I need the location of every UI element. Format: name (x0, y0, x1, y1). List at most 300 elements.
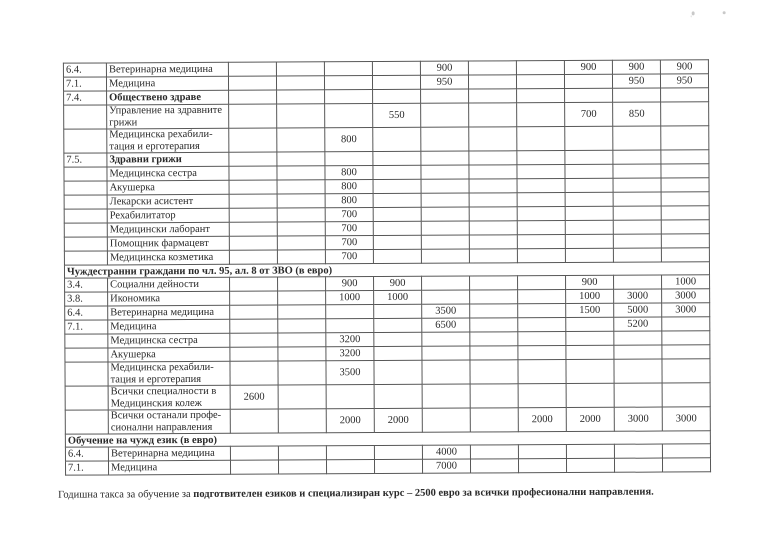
empty-cell (661, 88, 709, 102)
row-name: Рехабилитатор (107, 208, 229, 223)
empty-cell (277, 166, 325, 180)
empty-cell (518, 384, 566, 408)
empty-cell (517, 249, 565, 263)
empty-cell (470, 445, 518, 459)
empty-cell (470, 318, 518, 332)
fee-value: 2000 (566, 407, 614, 431)
empty-cell (565, 206, 613, 220)
empty-cell (421, 207, 469, 221)
empty-cell (565, 178, 613, 192)
empty-cell (517, 89, 565, 103)
empty-cell (613, 88, 661, 102)
empty-cell (517, 221, 565, 235)
empty-cell (278, 347, 326, 361)
fee-value: 1500 (566, 303, 614, 317)
row-name: Икономика (108, 291, 230, 306)
empty-cell (613, 150, 661, 164)
empty-cell (422, 346, 470, 360)
empty-cell (565, 88, 613, 102)
fee-value: 900 (566, 275, 614, 289)
empty-cell (230, 277, 278, 291)
row-name: Медицина (106, 76, 228, 91)
empty-cell (230, 305, 278, 319)
empty-cell (278, 277, 326, 291)
empty-cell (373, 235, 421, 249)
empty-cell (373, 89, 421, 103)
empty-cell (230, 361, 278, 385)
fee-value: 1000 (374, 290, 422, 304)
empty-cell (326, 305, 374, 319)
footer-note (58, 485, 718, 501)
empty-cell (373, 207, 421, 221)
row-code: 7.1. (65, 320, 108, 334)
empty-cell (421, 193, 469, 207)
empty-cell (229, 194, 277, 208)
empty-cell (229, 222, 277, 236)
empty-cell (468, 61, 516, 75)
empty-cell (326, 385, 374, 409)
empty-cell (422, 332, 470, 346)
empty-cell (518, 332, 566, 346)
fee-value: 3000 (662, 289, 710, 303)
empty-cell (277, 152, 325, 166)
fee-value: 1000 (662, 275, 710, 289)
fee-value: 900 (326, 277, 374, 291)
row-name: Медицинска козметика (107, 250, 229, 265)
empty-cell (229, 152, 277, 166)
empty-cell (374, 332, 422, 346)
empty-cell (374, 384, 422, 408)
row-name: Ветеринарна медицина (106, 62, 228, 77)
empty-cell (566, 345, 614, 359)
row-code (65, 334, 108, 348)
empty-cell (469, 221, 517, 235)
empty-cell (324, 62, 372, 76)
empty-cell (566, 317, 614, 331)
empty-cell (278, 305, 326, 319)
empty-cell (565, 150, 613, 164)
empty-cell (278, 409, 326, 433)
fee-row (65, 458, 710, 475)
empty-cell (278, 333, 326, 347)
empty-cell (421, 235, 469, 249)
empty-cell (277, 208, 325, 222)
empty-cell (421, 151, 469, 165)
fee-value: 2000 (326, 409, 374, 433)
empty-cell (518, 445, 566, 459)
empty-cell (661, 102, 709, 126)
empty-cell (470, 459, 518, 473)
empty-cell (565, 220, 613, 234)
fee-row (65, 359, 710, 386)
empty-cell (421, 127, 469, 151)
fee-value: 900 (612, 60, 660, 74)
row-code (65, 362, 108, 386)
empty-cell (229, 250, 277, 264)
empty-cell (566, 383, 614, 407)
empty-cell (613, 220, 661, 234)
empty-cell (230, 333, 278, 347)
empty-cell (470, 408, 518, 432)
empty-cell (518, 346, 566, 360)
empty-cell (229, 90, 277, 104)
row-code: 7.4. (64, 91, 107, 105)
empty-cell (518, 318, 566, 332)
empty-cell (566, 444, 614, 458)
fee-value: 5200 (614, 317, 662, 331)
row-name: Всички останали профе- сионални направления (108, 409, 230, 434)
fee-value: 3000 (662, 407, 710, 431)
fee-value: 800 (325, 166, 373, 180)
empty-cell (278, 446, 326, 460)
fee-row (65, 383, 710, 410)
row-name: Лекарски асистент (107, 194, 229, 209)
empty-cell (661, 164, 709, 178)
empty-cell (470, 290, 518, 304)
row-name: Медицинска рехабили- тация и ерготерапия (107, 128, 229, 153)
empty-cell (326, 446, 374, 460)
fee-value: 1000 (566, 289, 614, 303)
row-name: Медицинска рехабили- тация и ерготерапия (108, 361, 230, 386)
scan-artifact (692, 11, 695, 15)
empty-cell (566, 359, 614, 383)
row-code (64, 195, 107, 209)
row-code (64, 105, 107, 129)
empty-cell (518, 360, 566, 384)
empty-cell (277, 104, 325, 128)
empty-cell (325, 152, 373, 166)
empty-cell (422, 290, 470, 304)
empty-cell (278, 319, 326, 333)
empty-cell (517, 165, 565, 179)
row-name: Обществено здраве (107, 90, 229, 105)
empty-cell (613, 192, 661, 206)
fee-value: 700 (325, 208, 373, 222)
fee-value: 3000 (614, 407, 662, 431)
empty-cell (565, 234, 613, 248)
empty-cell (564, 74, 612, 88)
empty-cell (661, 234, 709, 248)
empty-cell (326, 319, 374, 333)
row-name: Акушерка (107, 180, 229, 195)
empty-cell (470, 384, 518, 408)
empty-cell (662, 444, 710, 458)
empty-cell (613, 178, 661, 192)
empty-cell (661, 248, 709, 262)
empty-cell (230, 319, 278, 333)
fee-value: 2600 (230, 385, 278, 409)
empty-cell (421, 103, 469, 127)
empty-cell (421, 179, 469, 193)
empty-cell (662, 383, 710, 407)
fee-value: 900 (660, 60, 708, 74)
empty-cell (469, 249, 517, 263)
row-name: Медицина (108, 319, 230, 334)
empty-cell (277, 90, 325, 104)
empty-cell (565, 248, 613, 262)
fee-value: 7000 (422, 459, 470, 473)
empty-cell (276, 76, 324, 90)
empty-cell (228, 62, 276, 76)
row-name: Здравни грижи (107, 152, 229, 167)
empty-cell (661, 178, 709, 192)
fee-value: 3000 (662, 303, 710, 317)
empty-cell (662, 345, 710, 359)
empty-cell (517, 207, 565, 221)
empty-cell (278, 291, 326, 305)
empty-cell (325, 90, 373, 104)
row-name: Медицински лаборант (107, 222, 229, 237)
row-code (64, 167, 107, 181)
empty-cell (278, 460, 326, 474)
empty-cell (230, 446, 278, 460)
fee-value: 850 (613, 102, 661, 126)
empty-cell (422, 384, 470, 408)
fee-value: 3500 (422, 304, 470, 318)
empty-cell (421, 221, 469, 235)
footer-note-bold: подготвителен езиков и специализиран курс – 2500 евро за всички професионални направления. (193, 486, 654, 501)
empty-cell (661, 126, 709, 150)
empty-cell (566, 458, 614, 472)
scan-artifact (723, 11, 726, 14)
fee-value: 800 (325, 194, 373, 208)
fee-value: 700 (325, 236, 373, 250)
empty-cell (565, 164, 613, 178)
fees-table-body (63, 60, 710, 475)
fee-value: 3500 (326, 361, 374, 385)
empty-cell (229, 104, 277, 128)
empty-cell (613, 206, 661, 220)
empty-cell (662, 359, 710, 383)
fee-value: 950 (420, 75, 468, 89)
empty-cell (662, 331, 710, 345)
empty-cell (614, 345, 662, 359)
empty-cell (613, 126, 661, 150)
row-name: Медицинска сестра (107, 166, 229, 181)
row-code: 6.4. (65, 306, 108, 320)
empty-cell (516, 75, 564, 89)
fee-value: 900 (564, 60, 612, 74)
footer-note-normal: Годишна такса за обучение за (58, 489, 194, 501)
empty-cell (229, 180, 277, 194)
empty-cell (421, 165, 469, 179)
empty-cell (469, 193, 517, 207)
empty-cell (373, 165, 421, 179)
empty-cell (518, 290, 566, 304)
row-name: Помощник фармацевт (107, 236, 229, 251)
row-name: Медицинска сестра (108, 333, 230, 348)
empty-cell (517, 179, 565, 193)
empty-cell (517, 193, 565, 207)
fee-value: 6500 (422, 318, 470, 332)
empty-cell (422, 408, 470, 432)
empty-cell (277, 194, 325, 208)
row-name: Социални дейности (108, 277, 230, 292)
empty-cell (469, 165, 517, 179)
empty-cell (469, 207, 517, 221)
row-code: 3.4. (65, 278, 108, 292)
empty-cell (469, 127, 517, 151)
empty-cell (422, 276, 470, 290)
empty-cell (518, 276, 566, 290)
empty-cell (566, 331, 614, 345)
row-code: 6.4. (65, 447, 108, 461)
row-code: 6.4. (63, 63, 106, 77)
row-name: Ветеринарна медицина (108, 446, 230, 461)
fee-value: 700 (565, 102, 613, 126)
empty-cell (229, 128, 277, 152)
empty-cell (518, 459, 566, 473)
fee-value: 3200 (326, 347, 374, 361)
empty-cell (421, 89, 469, 103)
empty-cell (373, 193, 421, 207)
empty-cell (661, 192, 709, 206)
empty-cell (661, 206, 709, 220)
fee-value: 5000 (614, 303, 662, 317)
fee-value: 2000 (374, 408, 422, 432)
row-code: 3.8. (65, 292, 108, 306)
empty-cell (372, 75, 420, 89)
empty-cell (228, 76, 276, 90)
empty-cell (229, 166, 277, 180)
empty-cell (277, 250, 325, 264)
empty-cell (470, 332, 518, 346)
empty-cell (614, 444, 662, 458)
row-name: Ветеринарна медицина (108, 305, 230, 320)
empty-cell (470, 276, 518, 290)
empty-cell (325, 104, 373, 128)
row-name: Управление на здравните грижи (107, 104, 229, 129)
empty-cell (373, 221, 421, 235)
row-code (65, 348, 108, 362)
tuition-fees-table (63, 59, 711, 475)
empty-cell (470, 346, 518, 360)
empty-cell (374, 445, 422, 459)
empty-cell (373, 127, 421, 151)
row-code (64, 251, 107, 265)
empty-cell (374, 318, 422, 332)
empty-cell (518, 304, 566, 318)
empty-cell (469, 179, 517, 193)
fee-value: 700 (325, 250, 373, 264)
empty-cell (565, 126, 613, 150)
section-header-label: Чуждестранни граждани по чл. 95, ал. 8 от ЗВО (в евро) (64, 262, 709, 278)
empty-cell (374, 459, 422, 473)
row-code: 7.1. (65, 461, 108, 475)
section-header-label: Обучение на чужд език (в евро) (65, 431, 710, 447)
empty-cell (469, 103, 517, 127)
fee-value: 900 (420, 61, 468, 75)
empty-cell (662, 317, 710, 331)
empty-cell (229, 236, 277, 250)
empty-cell (469, 89, 517, 103)
fee-row (64, 102, 709, 129)
fee-value: 3200 (326, 333, 374, 347)
row-code (64, 237, 107, 251)
empty-cell (277, 236, 325, 250)
fee-value: 950 (612, 74, 660, 88)
fee-value: 550 (373, 103, 421, 127)
empty-cell (614, 383, 662, 407)
empty-cell (468, 75, 516, 89)
row-code (64, 181, 107, 195)
empty-cell (373, 151, 421, 165)
empty-cell (469, 235, 517, 249)
empty-cell (613, 164, 661, 178)
empty-cell (614, 331, 662, 345)
fee-value: 950 (660, 74, 708, 88)
empty-cell (229, 208, 277, 222)
fee-value: 2000 (518, 408, 566, 432)
empty-cell (613, 234, 661, 248)
empty-cell (374, 346, 422, 360)
row-code (64, 129, 107, 153)
empty-cell (565, 192, 613, 206)
fee-row (64, 126, 709, 153)
empty-cell (614, 359, 662, 383)
empty-cell (662, 458, 710, 472)
fee-value: 800 (325, 128, 373, 152)
empty-cell (326, 460, 374, 474)
empty-cell (613, 248, 661, 262)
empty-cell (421, 249, 469, 263)
empty-cell (516, 61, 564, 75)
fee-value: 3000 (614, 289, 662, 303)
empty-cell (230, 460, 278, 474)
fee-value: 900 (374, 276, 422, 290)
empty-cell (324, 76, 372, 90)
empty-cell (517, 103, 565, 127)
empty-cell (374, 360, 422, 384)
empty-cell (230, 409, 278, 433)
fee-value: 1000 (326, 291, 374, 305)
empty-cell (276, 62, 324, 76)
empty-cell (230, 291, 278, 305)
row-code: 7.5. (64, 153, 107, 167)
row-code (64, 209, 107, 223)
row-code: 7.1. (63, 77, 106, 91)
empty-cell (278, 361, 326, 385)
fee-value: 4000 (422, 445, 470, 459)
empty-cell (277, 128, 325, 152)
empty-cell (277, 180, 325, 194)
fee-row (65, 407, 710, 434)
empty-cell (374, 304, 422, 318)
empty-cell (470, 304, 518, 318)
empty-cell (469, 151, 517, 165)
empty-cell (661, 150, 709, 164)
row-name: Медицина (108, 460, 230, 475)
fee-value: 700 (325, 222, 373, 236)
empty-cell (614, 275, 662, 289)
empty-cell (373, 179, 421, 193)
empty-cell (277, 222, 325, 236)
fee-value: 800 (325, 180, 373, 194)
empty-cell (517, 235, 565, 249)
row-code (65, 386, 108, 410)
empty-cell (422, 360, 470, 384)
empty-cell (373, 249, 421, 263)
empty-cell (614, 458, 662, 472)
empty-cell (517, 127, 565, 151)
empty-cell (517, 151, 565, 165)
row-code (64, 223, 107, 237)
empty-cell (278, 385, 326, 409)
row-name: Акушерка (108, 347, 230, 362)
empty-cell (230, 347, 278, 361)
empty-cell (470, 360, 518, 384)
empty-cell (372, 61, 420, 75)
